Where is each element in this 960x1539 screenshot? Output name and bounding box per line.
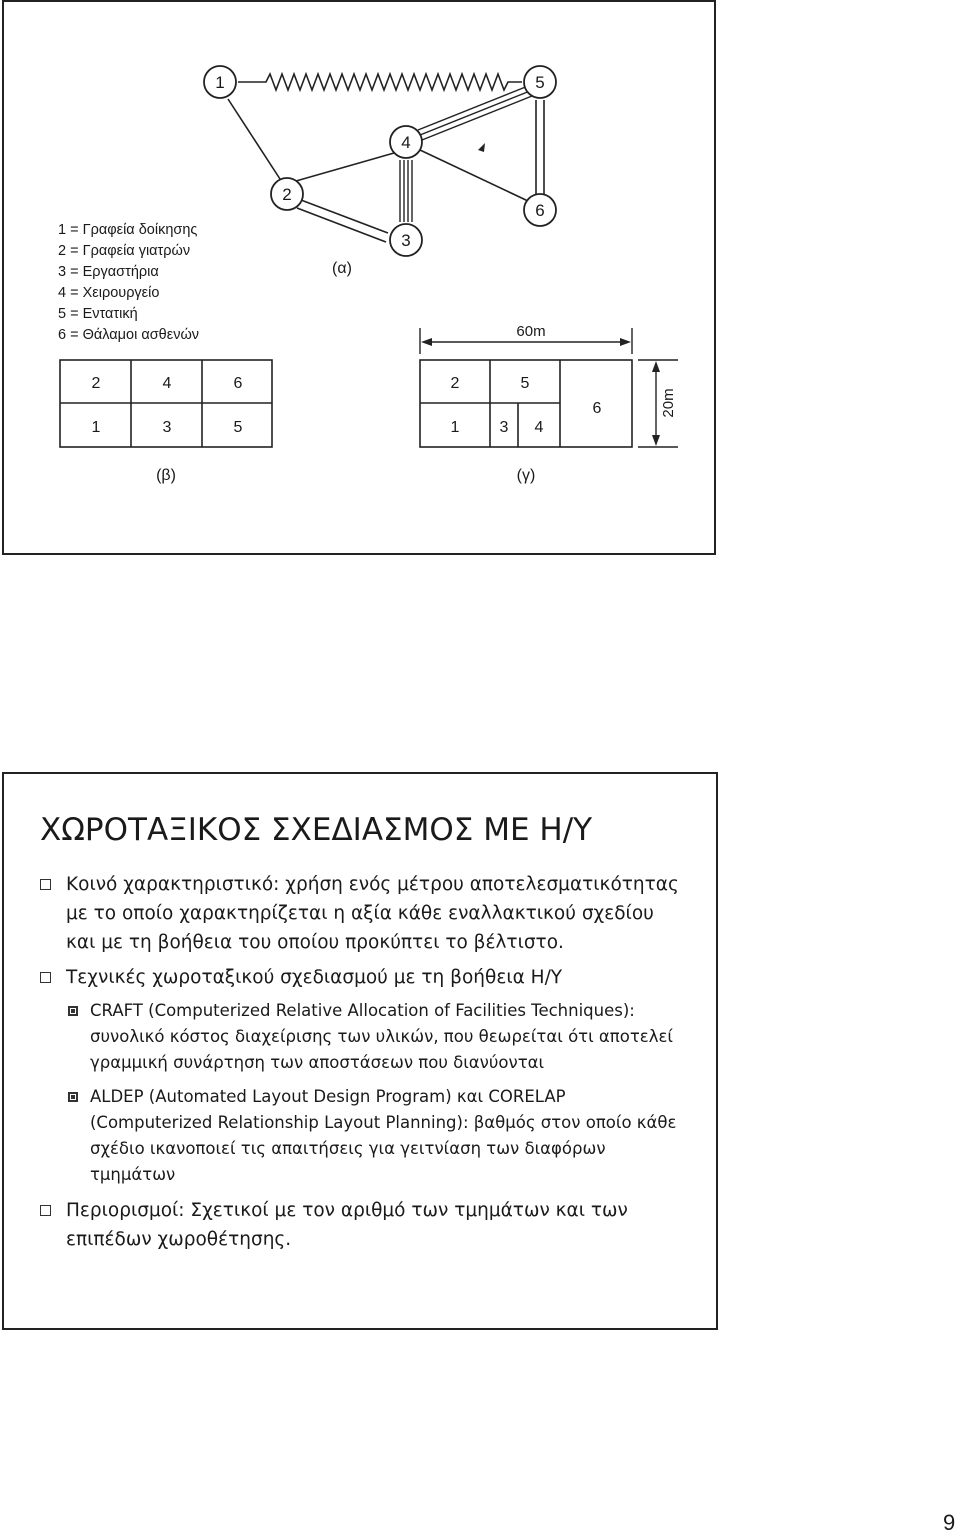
svg-text:6: 6 (233, 375, 243, 392)
sub-bullet-text: CRAFT (Computerized Relative Allocation of Facilities Techniques): συνολικό κόστος διαχείρισης των υλικών, που θεωρείται ότι αποτελεί γραμμική συνάρτηση των αποστάσεων που διανύονται (90, 1001, 673, 1072)
edge-4-6 (420, 150, 528, 201)
caption-a: (α) (332, 260, 352, 277)
width-label: 60m (516, 323, 546, 340)
edge-1-2 (228, 99, 280, 179)
filled-square-bullet-icon (68, 1092, 78, 1102)
bullet-text: Περιορισμοί: Σχετικοί με τον αριθμό των τμημάτων και των επιπέδων χωροθέτησης. (66, 1200, 628, 1250)
node-1 (204, 66, 236, 98)
svg-text:6 = Θάλαμοι ασθενών: 6 = Θάλαμοι ασθενών (58, 327, 200, 343)
node-5 (524, 66, 556, 98)
svg-text:6: 6 (592, 400, 602, 417)
filled-square-bullet-icon (68, 1006, 78, 1016)
sub-bullet-text: ALDEP (Automated Layout Design Program) και CORELAP (Computerized Relationship Layout Planning): βαθμός στον οποίο κάθε σχέδιο ικανοποιεί τις απαιτήσεις για γειτνίαση των διαφόρων τμημάτων (90, 1087, 677, 1184)
bullet-item (40, 1196, 680, 1254)
slide-body (40, 870, 680, 1260)
svg-text:3: 3 (401, 231, 411, 250)
svg-text:2 = Γραφεία γιατρών: 2 = Γραφεία γιατρών (58, 243, 191, 259)
svg-text:4: 4 (401, 133, 411, 152)
svg-text:5: 5 (535, 73, 545, 92)
page-number: 9 (943, 1510, 956, 1535)
svg-text:3: 3 (499, 419, 509, 436)
node-3 (390, 224, 422, 256)
svg-text:1 = Γραφεία δοίκησης: 1 = Γραφεία δοίκησης (58, 222, 198, 238)
svg-text:1: 1 (450, 419, 460, 436)
text-slide (2, 772, 718, 1330)
edge-3-4 (400, 160, 412, 222)
svg-text:3: 3 (162, 419, 172, 436)
figure-slide (2, 0, 716, 555)
square-bullet-icon (40, 1205, 51, 1216)
edge-2-4 (296, 153, 394, 181)
slide-title: ΧΩΡΟΤΑΞΙΚΟΣ ΣΧΕΔΙΑΣΜΟΣ ΜΕ Η/Υ (40, 812, 593, 848)
svg-text:1: 1 (215, 73, 225, 92)
edge-1-5-zigzag (238, 74, 522, 90)
sub-bullet-item (40, 998, 680, 1076)
sub-bullet-item (40, 1084, 680, 1188)
edge-5-6 (536, 100, 544, 194)
svg-text:5: 5 (233, 419, 243, 436)
svg-text:3 = Εργαστήρια: 3 = Εργαστήρια (58, 264, 159, 280)
layout-c-labels (451, 375, 602, 436)
node-4 (390, 126, 422, 158)
svg-text:2: 2 (282, 185, 292, 204)
bullet-text: Κοινό χαρακτηριστικό: χρήση ενός μέτρου αποτελεσματικότητας με το οποίο χαρακτηρίζεται η αξία κάθε εναλλακτικού σχεδίου και με τη βοήθεια του οποίου προκύπτει το βέλτιστο. (66, 874, 679, 953)
square-bullet-icon (40, 879, 51, 890)
arrow-mark-icon (478, 143, 485, 152)
height-label: 20m (660, 388, 677, 418)
caption-c: (γ) (516, 467, 536, 484)
svg-text:4: 4 (534, 419, 544, 436)
svg-text:5 = Εντατική: 5 = Εντατική (58, 306, 138, 322)
svg-text:4: 4 (162, 375, 172, 392)
svg-text:6: 6 (535, 201, 545, 220)
caption-b: (β) (156, 467, 176, 484)
svg-text:1: 1 (91, 419, 101, 436)
svg-text:4 = Χειρουργείο: 4 = Χειρουργείο (58, 285, 160, 301)
svg-text:5: 5 (520, 375, 530, 392)
bullet-item (40, 870, 680, 957)
square-bullet-icon (40, 972, 51, 983)
node-2 (271, 178, 303, 210)
relationship-diagram (4, 2, 718, 557)
bullet-text: Τεχνικές χωροταξικού σχεδιασμού με τη βοήθεια Η/Υ (66, 967, 563, 988)
svg-text:2: 2 (450, 375, 460, 392)
bullet-item (40, 963, 680, 992)
grid-b-labels (92, 375, 243, 436)
edge-2-3 (297, 200, 388, 242)
edge-4-5 (418, 86, 532, 140)
node-6 (524, 194, 556, 226)
svg-text:2: 2 (91, 375, 101, 392)
legend (58, 222, 199, 343)
